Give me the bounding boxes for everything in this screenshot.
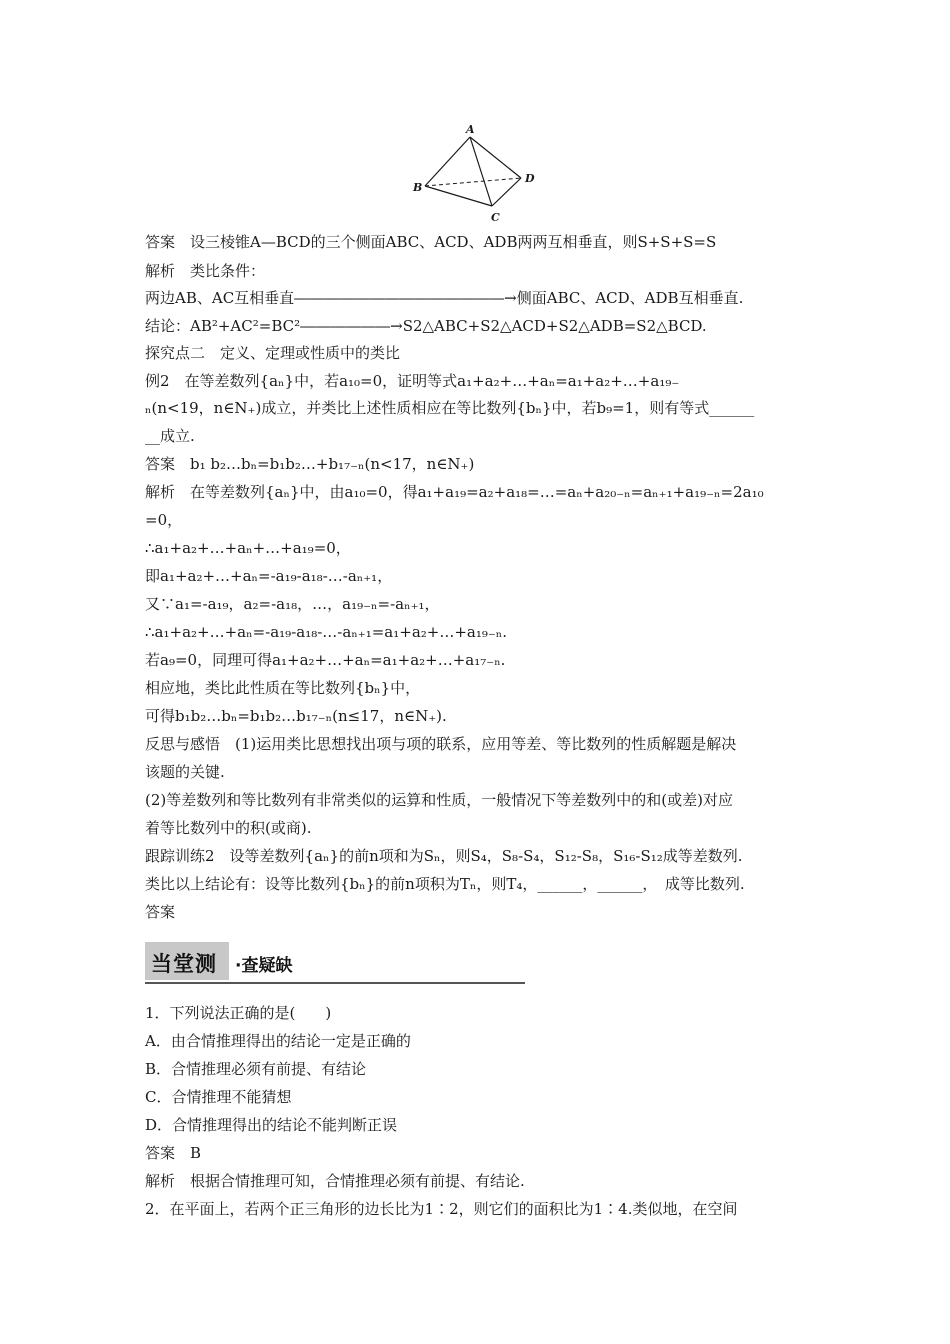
reflection-line-4: 着等比数列中的积(或商).	[145, 819, 312, 837]
derivation-line-4: ∴a₁+a₂+…+aₙ=-a₁₉-a₁₈-…-aₙ₊₁=a₁+a₂+…+a₁₉₋ₙ.	[145, 623, 508, 641]
edge-bc	[425, 186, 492, 206]
quiz-option-d: D．合情推理得出的结论不能判断正误	[145, 1116, 398, 1134]
banner-subtitle: ·查疑缺	[235, 956, 293, 976]
banner-underline	[145, 982, 525, 984]
vertex-label-b: B	[413, 181, 423, 194]
quiz-analysis: 解析 根据合情推理可知，合情推理必须有前提、有结论.	[145, 1172, 525, 1190]
reflection-line-1: 反思与感悟 (1)运用类比思想找出项与项的联系，应用等差、等比数列的性质解题是解决	[145, 735, 737, 753]
example-line-1: 例2 在等差数列{aₙ}中，若a₁₀=0，证明等式a₁+a₂+…+aₙ=a₁+a₂+…+a₁₉₋	[145, 372, 680, 390]
practice-line-1: 跟踪训练2 设等差数列{aₙ}的前n项和为Sₙ，则S₄，S₈-S₄，S₁₂-S₈，S₁₆-S₁₂成等差数列.	[145, 847, 743, 865]
quiz-question-1: 1．下列说法正确的是( )	[145, 1004, 332, 1022]
banner-title: 当堂测	[151, 952, 217, 976]
derivation-line-6: 相应地，类比此性质在等比数列{bₙ}中，	[145, 679, 421, 697]
answer-line: 答案 设三棱锥A—BCD的三个侧面ABC、ACD、ADB两两互相垂直，则S+S+S=S	[145, 233, 717, 251]
quiz-option-c: C．合情推理不能猜想	[145, 1088, 292, 1106]
practice-answer-label: 答案	[145, 903, 176, 921]
vertex-label-c: C	[491, 211, 500, 224]
quiz-option-b: B．合情推理必须有前提、有结论	[145, 1060, 367, 1078]
edge-ac	[470, 137, 492, 206]
tetrahedron-figure	[395, 118, 555, 228]
quiz-question-2: 2．在平面上，若两个正三角形的边长比为1∶2，则它们的面积比为1∶4.类似地，在空间	[145, 1200, 738, 1218]
reflection-line-2: 该题的关键.	[145, 763, 225, 781]
section-banner	[145, 940, 525, 985]
quiz-answer: 答案 B	[145, 1144, 202, 1162]
edge-ad	[470, 137, 521, 178]
derivation-line-7: 可得b₁b₂…bₙ=b₁b₂…b₁₇₋ₙ(n≤17，n∈N₊).	[145, 707, 447, 725]
derivation-line-5: 若a₉=0，同理可得a₁+a₂+…+aₙ=a₁+a₂+…+a₁₇₋ₙ.	[145, 651, 506, 669]
derivation-line-3: 又∵a₁=-a₁₉，a₂=-a₁₈，…，a₁₉₋ₙ=-aₙ₊₁，	[145, 595, 440, 613]
example-line-3: __成立.	[145, 427, 195, 445]
example-line-2: ₙ(n<19，n∈N₊)成立，并类比上述性质相应在等比数列{bₙ}中，若b₉=1，则有等式______	[145, 399, 755, 417]
practice-line-2: 类比以上结论有：设等比数列{bₙ}的前n项积为Tₙ，则T₄，______，______， 成等比数列.	[145, 875, 745, 893]
vertex-label-a: A	[466, 123, 475, 136]
vertex-label-d: D	[525, 172, 535, 185]
analogy-condition-line: 两边AB、AC互相垂直――――――――――――――→侧面ABC、ACD、ADB互相垂直.	[145, 289, 744, 307]
quiz-option-a: A．由合情推理得出的结论一定是正确的	[145, 1032, 411, 1050]
derivation-line-2: 即a₁+a₂+…+aₙ=-a₁₉-a₁₈-…-aₙ₊₁，	[145, 567, 393, 585]
example-answer-line: 答案 b₁ b₂…bₙ=b₁b₂…+b₁₇₋ₙ(n<17，n∈N₊)	[145, 455, 475, 473]
example-analysis-line-2: =0，	[145, 511, 183, 529]
section-heading: 探究点二 定义、定理或性质中的类比	[145, 344, 401, 362]
reflection-line-3: (2)等差数列和等比数列有非常类似的运算和性质，一般情况下等差数列中的和(或差)对应	[145, 791, 733, 809]
conclusion-line: 结论：AB²+AC²=BC²――――――→S2△ABC+S2△ACD+S2△ADB=S2△BCD.	[145, 317, 707, 335]
edge-ab	[425, 137, 470, 186]
example-analysis-line-1: 解析 在等差数列{aₙ}中，由a₁₀=0，得a₁+a₁₉=a₂+a₁₈=…=aₙ+a₂₀₋ₙ=aₙ₊₁+a₁₉₋ₙ=2a₁₀	[145, 483, 764, 501]
edge-bd-hidden	[425, 178, 521, 186]
edge-cd	[492, 178, 521, 206]
derivation-line-1: ∴a₁+a₂+…+aₙ+…+a₁₉=0，	[145, 539, 351, 557]
analysis-label-line: 解析 类比条件：	[145, 262, 266, 280]
